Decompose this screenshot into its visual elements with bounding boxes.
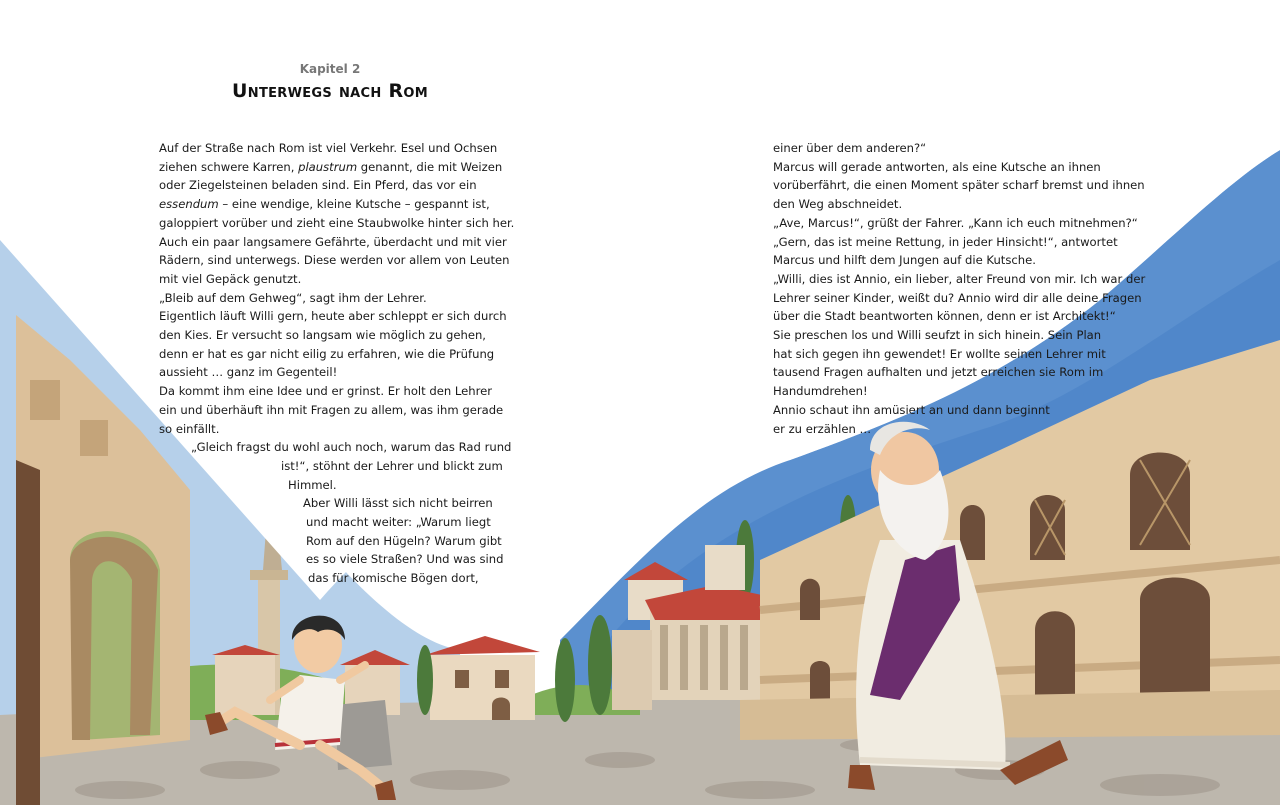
right-text-line: Marcus und hilft dem Jungen auf die Kutsche. xyxy=(773,253,1036,268)
left-text-line: das für komische Bögen dort, xyxy=(308,571,479,586)
right-text-line: hat sich gegen ihn gewendet! Er wollte seinen Lehrer mit xyxy=(773,346,1106,361)
left-text-line: so einfällt. xyxy=(159,421,220,436)
left-page-text xyxy=(159,139,514,588)
right-text-line: „Ave, Marcus!“, grüßt der Fahrer. „Kann ich euch mitnehmen?“ xyxy=(773,215,1138,230)
left-text-line: es so viele Straßen? Und was sind xyxy=(306,552,504,567)
left-text-line: Rom auf den Hügeln? Warum gibt xyxy=(306,533,502,548)
right-text-line: Lehrer seiner Kinder, weißt du? Annio wird dir alle deine Fragen xyxy=(773,290,1142,305)
left-text-line: galoppiert vorüber und zieht eine Staubwolke hinter sich her. xyxy=(159,215,515,230)
left-text-line: denn er hat es gar nicht eilig zu erfahren, wie die Prüfung xyxy=(159,346,495,361)
left-text-line: essendum – eine wendige, kleine Kutsche – gespannt ist, xyxy=(159,197,490,212)
left-text-line: Rädern, sind unterwegs. Diese werden vor allem von Leuten xyxy=(159,253,510,268)
right-text-line: Marcus will gerade antworten, als eine Kutsche an ihnen xyxy=(773,159,1101,174)
chapter-label: Kapitel 2 xyxy=(299,62,361,76)
right-text-line: tausend Fragen aufhalten und jetzt erreichen sie Rom im xyxy=(773,365,1104,380)
chapter-title: Unterwegs nach Rom xyxy=(232,80,428,102)
left-text-line: Eigentlich läuft Willi gern, heute aber schleppt er sich durch xyxy=(159,309,507,324)
right-text-line: er zu erzählen … xyxy=(773,421,872,436)
left-text-line: mit viel Gepäck genutzt. xyxy=(159,271,302,286)
left-text-line: „Gleich fragst du wohl auch noch, warum das Rad rund xyxy=(191,440,512,455)
left-text-line: Da kommt ihm eine Idee und er grinst. Er holt den Lehrer xyxy=(159,384,493,399)
left-text-line: ist!“, stöhnt der Lehrer und blickt zum xyxy=(281,458,503,473)
left-text-line: und macht weiter: „Warum liegt xyxy=(306,515,491,530)
right-text-line: einer über dem anderen?“ xyxy=(773,141,927,155)
left-text-line: aussieht … ganz im Gegenteil! xyxy=(159,365,338,380)
left-text-line: Auf der Straße nach Rom ist viel Verkehr. Esel und Ochsen xyxy=(159,141,498,155)
left-text-line: ziehen schwere Karren, plaustrum genannt, die mit Weizen xyxy=(159,159,503,174)
right-text-line: den Weg abschneidet. xyxy=(773,197,903,212)
right-text-line: Sie preschen los und Willi seufzt in sich hinein. Sein Plan xyxy=(773,328,1102,343)
right-page-text xyxy=(773,139,1145,438)
top-white xyxy=(0,0,1280,135)
left-text-line: Himmel. xyxy=(288,477,337,492)
left-text-line: oder Ziegelsteinen beladen sind. Ein Pferd, das vor ein xyxy=(159,178,477,193)
left-text-line: Aber Willi lässt sich nicht beirren xyxy=(303,496,493,511)
left-text-line: ein und überhäuft ihn mit Fragen zu allem, was ihm gerade xyxy=(159,402,504,417)
right-text-line: vorüberfährt, die einen Moment später scharf bremst und ihnen xyxy=(773,178,1145,193)
left-text-line: „Bleib auf dem Gehweg“, sagt ihm der Lehrer. xyxy=(159,290,427,305)
right-text-line: „Gern, das ist meine Rettung, in jeder Hinsicht!“, antwortet xyxy=(773,234,1118,249)
right-text-line: „Willi, dies ist Annio, ein lieber, alter Freund von mir. Ich war der xyxy=(773,271,1146,286)
left-text-line: Auch ein paar langsamere Gefährte, überdacht und mit vier xyxy=(159,234,507,249)
left-text-line: den Kies. Er versucht so langsam wie möglich zu gehen, xyxy=(159,328,486,343)
right-text-line: Annio schaut ihn amüsiert an und dann beginnt xyxy=(773,402,1050,417)
right-text-line: über die Stadt beantworten können, denn er ist Architekt!“ xyxy=(773,309,1116,324)
right-text-line: Handumdrehen! xyxy=(773,384,868,399)
